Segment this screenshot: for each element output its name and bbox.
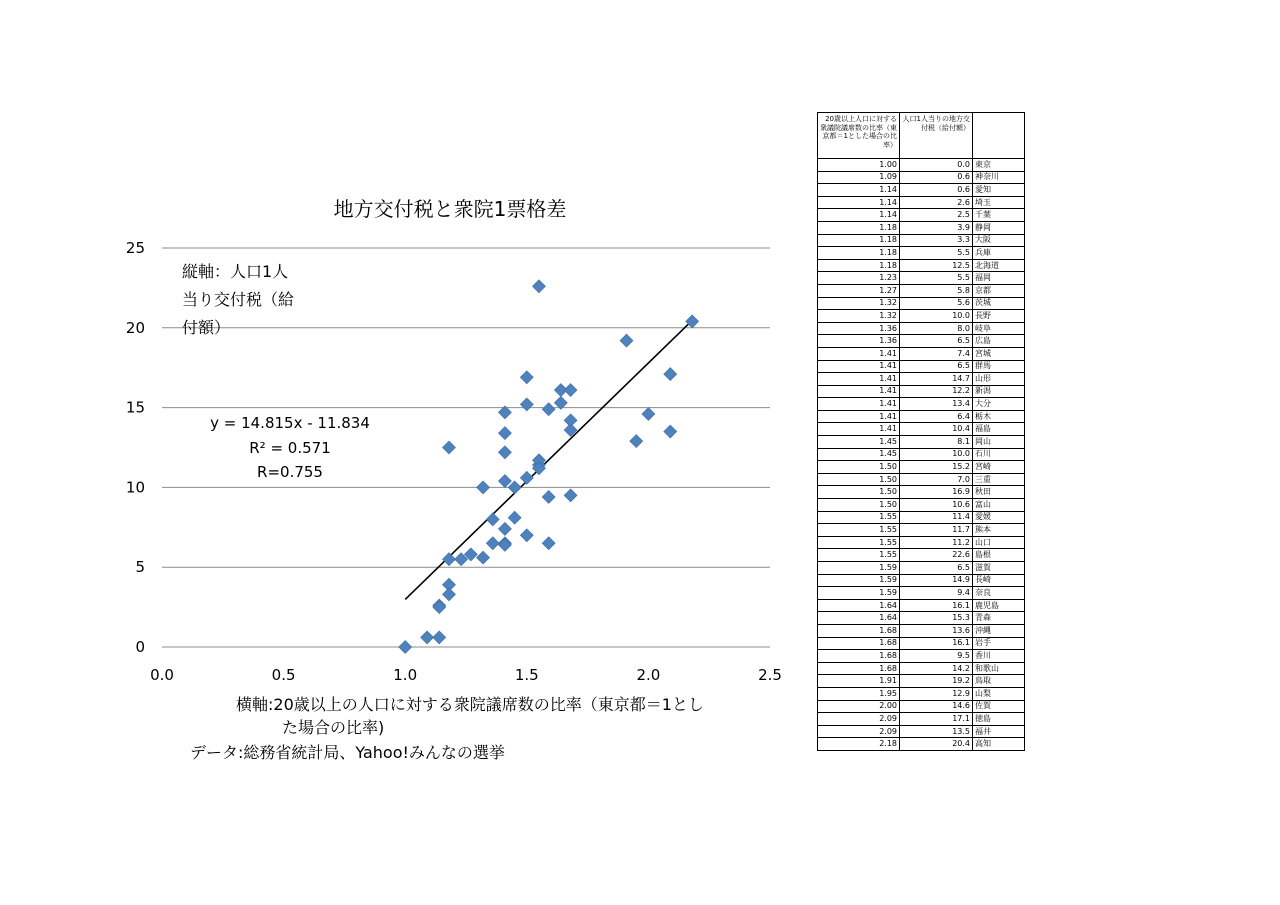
- x-axis-label-line-2: た場合の比率): [282, 718, 385, 737]
- table-row: [818, 284, 1025, 297]
- grant-cell: 9.5: [900, 650, 973, 663]
- chart-title: 地方交付税と衆院1票格差: [333, 197, 567, 221]
- y-tick-label: 25: [125, 239, 145, 257]
- table-row: [818, 687, 1025, 700]
- table-row: [818, 612, 1025, 625]
- prefecture-cell: 青森: [973, 612, 1025, 625]
- table-row: [818, 587, 1025, 600]
- grant-cell: 10.6: [900, 499, 973, 512]
- grant-cell: 16.1: [900, 637, 973, 650]
- grant-cell: 6.5: [900, 360, 973, 373]
- y-tick-label: 10: [125, 478, 145, 497]
- ratio-cell: 2.09: [818, 725, 900, 738]
- grant-cell: 14.6: [900, 700, 973, 713]
- prefecture-cell: 埼玉: [973, 196, 1025, 209]
- ratio-cell: 1.14: [818, 184, 900, 197]
- grant-cell: 0.6: [900, 171, 973, 184]
- table-row: [818, 297, 1025, 310]
- prefecture-cell: 鹿児島: [973, 599, 1025, 612]
- table-row: [818, 599, 1025, 612]
- data-point: [442, 588, 455, 601]
- table-row: [818, 159, 1025, 172]
- ratio-cell: 1.50: [818, 499, 900, 512]
- table-row: [818, 738, 1025, 751]
- ratio-cell: 1.45: [818, 448, 900, 461]
- table-header-ratio: 20歳以上人口に対する衆議院議席数の比率（東京都＝1とした場合の比率）: [818, 113, 900, 159]
- ratio-cell: 1.18: [818, 259, 900, 272]
- equation-line: y = 14.815x - 11.834: [210, 414, 370, 432]
- ratio-cell: 1.18: [818, 221, 900, 234]
- table-header-row: [818, 113, 1025, 159]
- grant-cell: 10.4: [900, 423, 973, 436]
- ratio-cell: 1.14: [818, 196, 900, 209]
- table-row: [818, 335, 1025, 348]
- data-point: [498, 446, 511, 459]
- ratio-cell: 1.14: [818, 209, 900, 222]
- ratio-cell: 1.27: [818, 284, 900, 297]
- prefecture-cell: 山形: [973, 373, 1025, 386]
- grant-cell: 6.4: [900, 410, 973, 423]
- ratio-cell: 1.64: [818, 599, 900, 612]
- r-squared-line: R² = 0.571: [249, 439, 331, 457]
- prefecture-cell: 福井: [973, 725, 1025, 738]
- data-point: [542, 403, 555, 416]
- prefecture-cell: 鳥取: [973, 675, 1025, 688]
- grant-cell: 10.0: [900, 310, 973, 323]
- grant-cell: 16.9: [900, 486, 973, 499]
- table-row: [818, 713, 1025, 726]
- grant-cell: 0.6: [900, 184, 973, 197]
- data-point: [520, 371, 533, 384]
- table-row: [818, 398, 1025, 411]
- grant-cell: 12.9: [900, 687, 973, 700]
- prefecture-cell: 茨城: [973, 297, 1025, 310]
- data-point: [564, 414, 577, 427]
- table-row: [818, 373, 1025, 386]
- data-point: [564, 384, 577, 397]
- ratio-cell: 1.09: [818, 171, 900, 184]
- prefecture-cell: 新潟: [973, 385, 1025, 398]
- y-axis-label: [182, 262, 294, 337]
- data-table: [817, 112, 1025, 751]
- table-row: [818, 662, 1025, 675]
- ratio-cell: 1.55: [818, 536, 900, 549]
- data-point: [498, 538, 511, 551]
- ratio-cell: 1.41: [818, 347, 900, 360]
- prefecture-cell: 宮崎: [973, 461, 1025, 474]
- prefecture-cell: 島根: [973, 549, 1025, 562]
- grant-cell: 12.2: [900, 385, 973, 398]
- prefecture-cell: 愛媛: [973, 511, 1025, 524]
- data-point: [477, 481, 490, 494]
- ratio-cell: 1.41: [818, 360, 900, 373]
- grant-cell: 20.4: [900, 738, 973, 751]
- table-row: [818, 562, 1025, 575]
- x-axis-ticks: [150, 666, 782, 684]
- ratio-cell: 1.95: [818, 687, 900, 700]
- grant-cell: 5.5: [900, 272, 973, 285]
- grant-cell: 11.7: [900, 524, 973, 537]
- data-point: [542, 490, 555, 503]
- prefecture-cell: 愛知: [973, 184, 1025, 197]
- ratio-cell: 1.32: [818, 310, 900, 323]
- data-point: [620, 334, 633, 347]
- data-point: [498, 427, 511, 440]
- prefecture-cell: 大分: [973, 398, 1025, 411]
- ratio-cell: 1.00: [818, 159, 900, 172]
- grant-cell: 5.8: [900, 284, 973, 297]
- data-point: [498, 522, 511, 535]
- ratio-cell: 1.50: [818, 461, 900, 474]
- grant-cell: 10.0: [900, 448, 973, 461]
- prefecture-cell: 滋賀: [973, 562, 1025, 575]
- data-point: [642, 407, 655, 420]
- prefecture-cell: 京都: [973, 284, 1025, 297]
- grant-cell: 3.3: [900, 234, 973, 247]
- table-row: [818, 473, 1025, 486]
- prefecture-cell: 栃木: [973, 410, 1025, 423]
- data-point: [532, 280, 545, 293]
- ratio-cell: 1.41: [818, 398, 900, 411]
- prefecture-cell: 徳島: [973, 713, 1025, 726]
- table-row: [818, 196, 1025, 209]
- ratio-cell: 1.18: [818, 247, 900, 260]
- table-row: [818, 234, 1025, 247]
- prefecture-cell: 佐賀: [973, 700, 1025, 713]
- prefecture-cell: 山梨: [973, 687, 1025, 700]
- prefecture-cell: 高知: [973, 738, 1025, 751]
- prefecture-cell: 岩手: [973, 637, 1025, 650]
- prefecture-cell: 和歌山: [973, 662, 1025, 675]
- y-axis-label-line-3: 付額）: [182, 318, 231, 337]
- data-point: [486, 537, 499, 550]
- data-point: [520, 398, 533, 411]
- x-tick-label: 2.5: [758, 666, 782, 684]
- y-tick-label: 0: [135, 638, 145, 656]
- prefecture-cell: 兵庫: [973, 247, 1025, 260]
- grant-cell: 8.1: [900, 436, 973, 449]
- table-row: [818, 310, 1025, 323]
- prefecture-cell: 富山: [973, 499, 1025, 512]
- table-row: [818, 448, 1025, 461]
- ratio-cell: 1.68: [818, 624, 900, 637]
- table-header-prefecture: [973, 113, 1025, 159]
- grant-cell: 12.5: [900, 259, 973, 272]
- grant-cell: 15.2: [900, 461, 973, 474]
- table-row: [818, 637, 1025, 650]
- x-tick-label: 0.0: [150, 666, 174, 684]
- y-tick-label: 5: [135, 558, 145, 577]
- y-tick-label: 20: [125, 318, 145, 337]
- grant-cell: 14.2: [900, 662, 973, 675]
- ratio-cell: 1.36: [818, 322, 900, 335]
- r-line: R=0.755: [257, 463, 323, 481]
- ratio-cell: 1.45: [818, 436, 900, 449]
- prefecture-cell: 福島: [973, 423, 1025, 436]
- x-tick-label: 1.0: [393, 666, 418, 684]
- ratio-cell: 1.36: [818, 335, 900, 348]
- prefecture-cell: 福岡: [973, 272, 1025, 285]
- data-point: [442, 441, 455, 454]
- data-point: [433, 601, 446, 614]
- table-row: [818, 360, 1025, 373]
- ratio-cell: 1.59: [818, 562, 900, 575]
- ratio-cell: 1.55: [818, 524, 900, 537]
- table-row: [818, 259, 1025, 272]
- table-row: [818, 347, 1025, 360]
- prefecture-cell: 岡山: [973, 436, 1025, 449]
- regression-equation: [210, 414, 370, 481]
- grant-cell: 5.6: [900, 297, 973, 310]
- prefecture-cell: 広島: [973, 335, 1025, 348]
- x-tick-label: 2.0: [636, 666, 661, 684]
- ratio-cell: 1.59: [818, 574, 900, 587]
- data-point: [520, 471, 533, 484]
- grant-cell: 11.4: [900, 511, 973, 524]
- grant-cell: 5.5: [900, 247, 973, 260]
- data-point: [664, 368, 677, 381]
- ratio-cell: 1.55: [818, 549, 900, 562]
- data-point: [508, 481, 521, 494]
- ratio-cell: 1.68: [818, 637, 900, 650]
- x-tick-label: 0.5: [271, 666, 296, 684]
- table-row: [818, 423, 1025, 436]
- prefecture-cell: 大阪: [973, 234, 1025, 247]
- prefecture-cell: 沖縄: [973, 624, 1025, 637]
- grant-cell: 16.1: [900, 599, 973, 612]
- table-row: [818, 675, 1025, 688]
- ratio-cell: 1.68: [818, 650, 900, 663]
- data-point: [399, 641, 412, 654]
- ratio-cell: 1.68: [818, 662, 900, 675]
- ratio-cell: 2.00: [818, 700, 900, 713]
- ratio-cell: 1.41: [818, 385, 900, 398]
- table-row: [818, 272, 1025, 285]
- x-tick-label: 1.5: [514, 666, 539, 684]
- grant-cell: 2.6: [900, 196, 973, 209]
- data-point: [433, 631, 446, 644]
- grant-cell: 7.0: [900, 473, 973, 486]
- table-row: [818, 486, 1025, 499]
- data-point: [421, 631, 434, 644]
- y-axis-ticks: [126, 239, 145, 656]
- ratio-cell: 1.64: [818, 612, 900, 625]
- data-point: [498, 475, 511, 488]
- table-row: [818, 461, 1025, 474]
- grant-cell: 7.4: [900, 347, 973, 360]
- table-row: [818, 410, 1025, 423]
- data-point: [486, 513, 499, 526]
- grant-cell: 13.6: [900, 624, 973, 637]
- grant-cell: 17.1: [900, 713, 973, 726]
- grant-cell: 15.3: [900, 612, 973, 625]
- grant-cell: 13.5: [900, 725, 973, 738]
- table-row: [818, 511, 1025, 524]
- prefecture-cell: 香川: [973, 650, 1025, 663]
- prefecture-cell: 石川: [973, 448, 1025, 461]
- table-row: [818, 209, 1025, 222]
- grant-cell: 22.6: [900, 549, 973, 562]
- table-row: [818, 524, 1025, 537]
- table-row: [818, 574, 1025, 587]
- ratio-cell: 1.50: [818, 473, 900, 486]
- table-row: [818, 725, 1025, 738]
- data-point: [630, 435, 643, 448]
- prefecture-cell: 北海道: [973, 259, 1025, 272]
- data-points: [399, 280, 699, 654]
- grant-cell: 14.7: [900, 373, 973, 386]
- prefecture-cell: 長崎: [973, 574, 1025, 587]
- grant-cell: 0.0: [900, 159, 973, 172]
- prefecture-cell: 秋田: [973, 486, 1025, 499]
- grant-cell: 3.9: [900, 221, 973, 234]
- table-row: [818, 171, 1025, 184]
- data-point: [542, 537, 555, 550]
- ratio-cell: 1.18: [818, 234, 900, 247]
- data-point: [564, 489, 577, 502]
- prefecture-cell: 静岡: [973, 221, 1025, 234]
- table-row: [818, 700, 1025, 713]
- ratio-cell: 2.09: [818, 713, 900, 726]
- ratio-cell: 1.32: [818, 297, 900, 310]
- grant-cell: 6.5: [900, 562, 973, 575]
- prefecture-cell: 熊本: [973, 524, 1025, 537]
- prefecture-cell: 長野: [973, 310, 1025, 323]
- table-row: [818, 650, 1025, 663]
- prefecture-cell: 山口: [973, 536, 1025, 549]
- ratio-cell: 1.59: [818, 587, 900, 600]
- ratio-cell: 1.23: [818, 272, 900, 285]
- table-header-grant: 人口1人当りの地方交付税（給付額）: [900, 113, 973, 159]
- grant-cell: 9.4: [900, 587, 973, 600]
- data-point: [508, 511, 521, 524]
- data-source-label: データ:総務省統計局、Yahoo!みんなの選挙: [190, 743, 505, 762]
- data-point: [520, 529, 533, 542]
- x-axis-label: [236, 695, 704, 737]
- table-row: [818, 385, 1025, 398]
- table-row: [818, 221, 1025, 234]
- table-row: [818, 499, 1025, 512]
- prefecture-cell: 千葉: [973, 209, 1025, 222]
- table-row: [818, 247, 1025, 260]
- data-point: [664, 425, 677, 438]
- prefecture-cell: 奈良: [973, 587, 1025, 600]
- ratio-cell: 2.18: [818, 738, 900, 751]
- ratio-cell: 1.55: [818, 511, 900, 524]
- ratio-cell: 1.41: [818, 410, 900, 423]
- table-row: [818, 549, 1025, 562]
- table-row: [818, 624, 1025, 637]
- grant-cell: 19.2: [900, 675, 973, 688]
- x-axis-label-line-1: 横軸:20歳以上の人口に対する衆院議席数の比率（東京都＝1とし: [236, 695, 704, 714]
- y-axis-label-line-2: 当り交付税（給: [182, 290, 295, 309]
- table-row: [818, 184, 1025, 197]
- ratio-cell: 1.41: [818, 373, 900, 386]
- data-point: [686, 315, 699, 328]
- data-point: [442, 553, 455, 566]
- prefecture-cell: 神奈川: [973, 171, 1025, 184]
- prefecture-cell: 東京: [973, 159, 1025, 172]
- grant-cell: 11.2: [900, 536, 973, 549]
- y-axis-label-line-1: 縦軸：人口1人: [182, 262, 289, 281]
- prefecture-cell: 三重: [973, 473, 1025, 486]
- grant-cell: 6.5: [900, 335, 973, 348]
- table-row: [818, 436, 1025, 449]
- prefecture-cell: 群馬: [973, 360, 1025, 373]
- prefecture-cell: 岐阜: [973, 322, 1025, 335]
- ratio-cell: 1.91: [818, 675, 900, 688]
- y-tick-label: 15: [125, 398, 145, 417]
- grant-cell: 2.5: [900, 209, 973, 222]
- table-row: [818, 536, 1025, 549]
- ratio-cell: 1.50: [818, 486, 900, 499]
- grant-cell: 8.0: [900, 322, 973, 335]
- grant-cell: 13.4: [900, 398, 973, 411]
- grant-cell: 14.9: [900, 574, 973, 587]
- data-point: [477, 551, 490, 564]
- prefecture-cell: 宮城: [973, 347, 1025, 360]
- table-row: [818, 322, 1025, 335]
- ratio-cell: 1.41: [818, 423, 900, 436]
